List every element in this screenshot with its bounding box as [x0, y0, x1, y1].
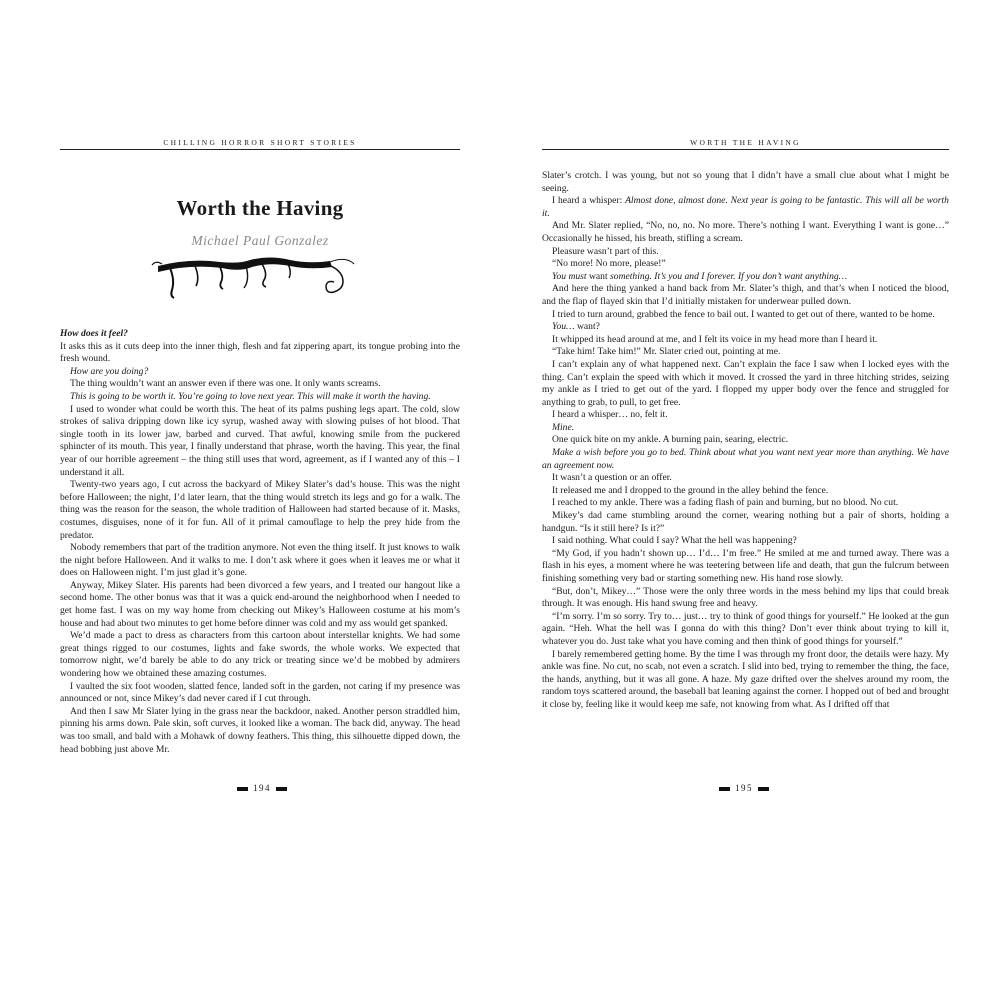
text-run: I heard a whisper: [552, 195, 626, 207]
paragraph: It whipped its head around at me, and I felt its voice in my head more than I heard it. [552, 333, 878, 345]
story-title: Worth the Having [176, 196, 344, 220]
folio-bar-icon [758, 787, 769, 791]
paragraph: I vaulted the six foot wooden, slatted fence, landed soft in the garden, not caring if my presence was announced or not, since Mikey’s dad never cared if I cut through. [60, 680, 460, 705]
paragraph: I reached to my ankle. There was a fading flash of pain and burning, but no blood. No cut. [552, 497, 899, 509]
page-number [714, 783, 774, 793]
text-run: You must [552, 270, 589, 282]
paragraph: It released me and I dropped to the ground in the alley behind the fence. [552, 484, 829, 496]
header-rule [60, 149, 460, 150]
paragraph: And here the thing yanked a hand back from Mr. Slater’s thigh, and that’s when I noticed the blood, and the flap of flayed skin that I’d initially mistaken for underwear pulled down. [542, 283, 949, 307]
paragraph: Slater’s crotch. I was young, but not so young that I didn’t have a small clue about what I might be seeing. [542, 170, 949, 194]
paragraph: I can’t explain any of what happened next. Can’t explain the face I saw when I locked eyes with the thing. Can’t explain the speed with which it moved. It crossed the yard in three hitching strides, seizing my ankle as I tried to get out of the yard. I flopped my upper body over the fence and struggled for anything to grab, to pull, to get free. [542, 358, 949, 408]
text-run: You… [552, 321, 577, 333]
text-run: Almost done, almost done. Next year is going to be fantastic. This will all be worth it. [542, 195, 949, 219]
paragraph: I barely remembered getting home. By the time I was through my front door, the details were hazy. My ankle was fine. No cut, no scab, not even a scratch. I slid into bed, trying to remember the thing, the face, the hands, anything, but it was all gone. A haze. My gaze drifted over the shelves around my room, the random toys scattered around, the baseball bat leaning against the corner. I hopped out of bed and brought it close by, feeling like it would keep me safe, not knowing from what. As I drifted off that [542, 648, 949, 710]
paragraph: Mikey’s dad came stumbling around the corner, wearing nothing but a pair of shorts, holding a handgun. “Is it still here? Is it?” [542, 510, 949, 534]
text-run: something. It’s you and I forever. If you don’t want anything… [610, 270, 848, 282]
right-page [500, 0, 1000, 1000]
paragraph: Mine. [552, 421, 575, 433]
paragraph: It wasn’t a question or an offer. [552, 472, 672, 484]
page-number [232, 783, 292, 793]
paragraph: I used to wonder what could be worth this. The heat of its palms pushing legs apart. The cold, slow strokes of saliva dripping down like icy syrup, washed away with slowing pulses of hot blood. That single tooth in its lower jaw, barbed and curved. That awful, knowing smile from the puckered sphincter of its mouth. This year, I finally understand that phrase, worth the having. This year, the final year of our horrible agreement – the thing still uses that word, agreement, as if I wanted any of this – I understand it all. [60, 403, 460, 478]
paragraph [542, 321, 949, 334]
paragraph: And Mr. Slater replied, “No, no, no. No more. There’s nothing I want. Everything I want is gone…” Occasionally he hissed, his breath, stifling a scream. [542, 220, 949, 244]
folio-bar-icon [237, 787, 248, 791]
paragraph: I said nothing. What could I say? What the hell was happening? [552, 535, 797, 547]
text-run: want [588, 270, 611, 282]
text-run: want? [576, 321, 600, 333]
paragraph: “I’m sorry. I’m so sorry. Try to… just… try to think of good things for yourself.” He looked at the gun again. “Heh. What the hell was I gonna do with this thing? Don’t ever think about trying to kill it, whatever you do. Just take what you have coming and then think of good things for yourself.” [542, 610, 949, 647]
paragraph: And then I saw Mr Slater lying in the grass near the backdoor, naked. Another person straddled him, pinning his arms down. Pale skin, soft curves, it looked like a woman. The back did, anyway. The head was too small, and bald with a Mohawk of downy feathers. This thing, this silhouette dipped down, the head bobbing just above Mr. [60, 705, 460, 755]
page-number-value: 195 [735, 783, 753, 793]
paragraph: How are you doing? [70, 365, 149, 377]
paragraph: “But, don’t, Mikey…” Those were the only three words in the mess behind my lips that could break through. It was enough. His hand swung free and heavy. [542, 585, 949, 610]
folio-bar-icon [276, 787, 287, 791]
paragraph: It asks this as it cuts deep into the inner thigh, flesh and fat zippering apart, its tongue probing into the fresh wound. [60, 340, 460, 365]
paragraph: Make a wish before you go to bed. Think about what you want next year more than anything. We have an agreement now. [542, 447, 949, 471]
paragraph: One quick bite on my ankle. A burning pain, searing, electric. [552, 434, 789, 446]
paragraph [542, 195, 949, 220]
paragraph: Anyway, Mikey Slater. His parents had been divorced a few years, and I treated our hangout like a second home. The other bonus was that it was a quick end-around the neighborhood when I needed to get home fast. I was on my way home from checking out Mikey’s Halloween costume at his mom’s house and had about two minutes to get home before dinner was cold and my ass would get spanked. [60, 579, 460, 629]
running-head: WORTH THE HAVING [690, 138, 801, 147]
page-number-value: 194 [253, 783, 271, 793]
paragraph: The thing wouldn’t want an answer even if there was one. It only wants screams. [70, 378, 381, 390]
paragraph: This is going to be worth it. You’re going to love next year. This will make it worth the having. [70, 390, 431, 402]
paragraph: “No more! No more, please!” [552, 258, 666, 270]
body-text [542, 170, 949, 712]
decorative-ornament-icon [150, 252, 360, 302]
paragraph: Nobody remembers that part of the tradition anymore. Not even the thing itself. It just knows to walk the night before Halloween. And it walks to me. I don’t ask where it goes when it leaves me or what it does on Halloween night. I’m just glad it’s gone. [60, 542, 460, 579]
paragraph: How does it feel? [60, 328, 128, 339]
body-text [60, 328, 460, 756]
story-author: Michael Paul Gonzalez [191, 233, 329, 248]
folio-bar-icon [719, 787, 730, 791]
paragraph: “My God, if you hadn’t shown up… I’d… I’m free.” He smiled at me and turned away. There was a flash in his eyes, a moment where he was teetering between life and death, that gun the fulcrum between finishing something very bad or starting something new. His hand rose slowly. [542, 547, 949, 584]
paragraph: We’d made a pact to dress as characters from this cartoon about interstellar knights. We had some great things rigged to our costumes, lights and fake swords, the whole works. We expected that tomorrow night, we’d barely be able to do any trick or treating since we’d be mobbed by admirers wondering how we obtained these amazing costumes. [60, 630, 460, 680]
paragraph [542, 271, 949, 284]
paragraph: I tried to turn around, grabbed the fence to bail out. I wanted to get out of there, wanted to be home. [552, 308, 935, 320]
header-rule [542, 149, 949, 150]
paragraph: Pleasure wasn’t part of this. [552, 245, 659, 257]
running-head: CHILLING HORROR SHORT STORIES [163, 138, 357, 147]
paragraph: “Take him! Take him!” Mr. Slater cried out, pointing at me. [552, 346, 781, 358]
paragraph: I heard a whisper… no, felt it. [552, 409, 668, 421]
paragraph: Twenty-two years ago, I cut across the backyard of Mikey Slater’s dad’s house. This was the night before Halloween; the night, I’d later learn, that the thing would stretch its legs and go for a walk. The thing was the reason for the season, the whole tradition of Halloween had started because of it. Masks, costumes, disguises, none of it for fun. All of it primal camouflage to help the prey hide from the predator. [60, 479, 460, 541]
